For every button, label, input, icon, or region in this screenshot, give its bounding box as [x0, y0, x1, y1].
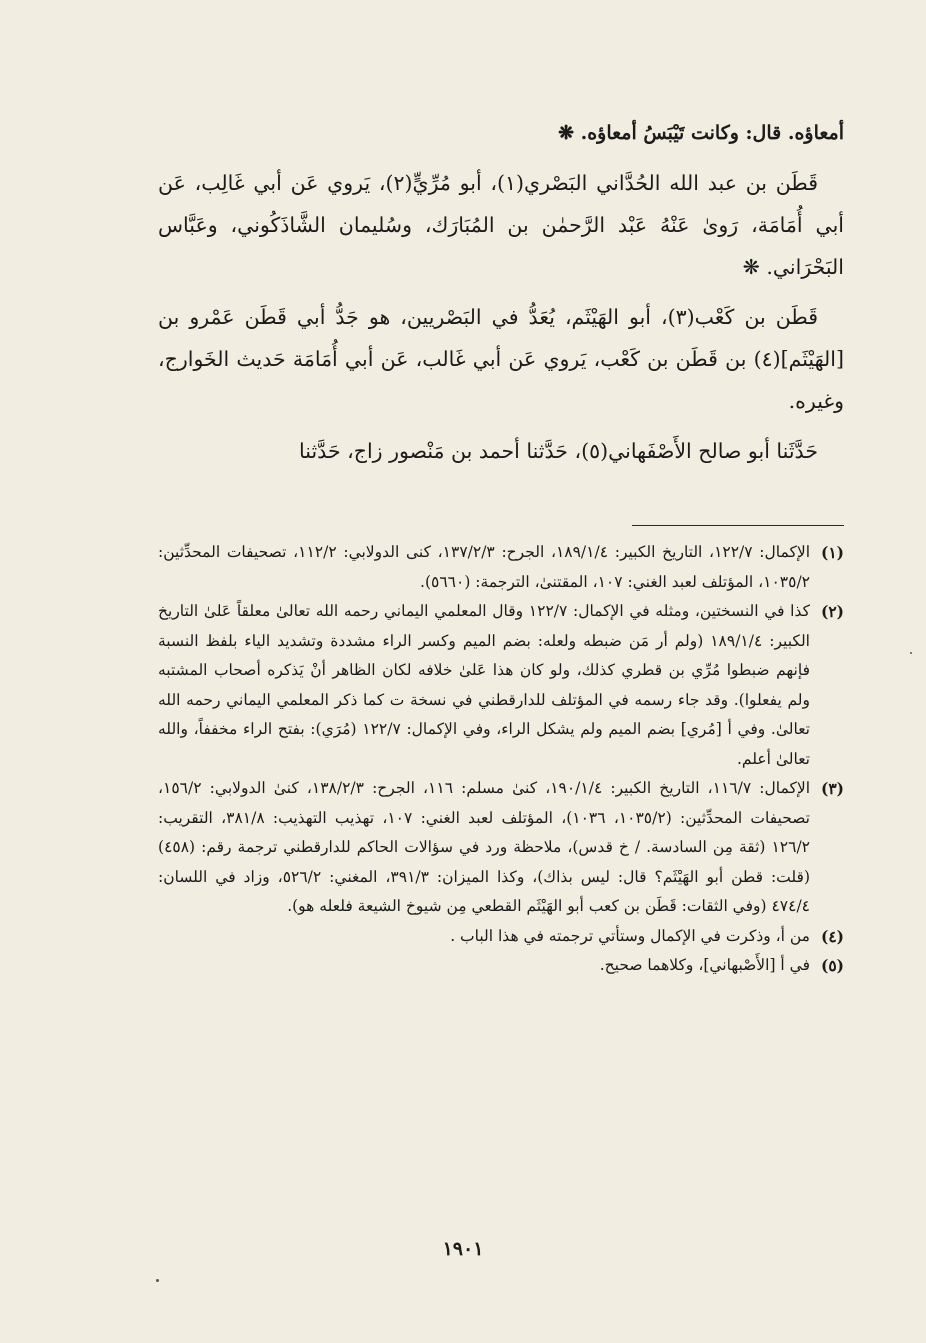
footnote-text: من أ، وذكرت في الإكمال وستأتي ترجمته في هذا الباب .: [450, 926, 810, 945]
scan-speck: [156, 1279, 159, 1282]
footnote-text: كذا في النسختين، ومثله في الإكمال: ١٢٢/٧ وقال المعلمي اليماني رحمه الله تعالىٰ معلقاً عَلىٰ التاريخ الكبير: ١٨٩/١/٤ (ولم أر مَن ضبطه ولعله: بضم الميم وكسر الراء مشددة وتشديد الياء بلفظ النسبة فإنهم ضبطوا مُرِّي بن قطري كذلك، ولو كان هذا عَلىٰ خلافه لكان الظاهر أنْ يَذكره أصحاب المشتبه ولم يفعلوا). وقد جاء رسمه في المؤتلف للدارقطني في نسخة ت كما ذكر المعلمي اليماني رحمه الله تعالىٰ. وفي أ [مُري] بضم الميم ولم يشكل الراء، وفي الإكمال: ١٢٢/٧ (مُرَي): بفتح الراء مخففاً، والله تعالىٰ أعلم.: [158, 602, 810, 768]
footnote-2: [158, 597, 844, 774]
footnote-number: (٣): [820, 779, 844, 798]
footnote-text: الإكمال: ١٢٢/٧، التاريخ الكبير: ١٨٩/١/٤، الجرح: ١٣٧/٢/٣، كنى الدولابي: ١١٢/٢، تصحيفات المحدِّثين: ١٠٣٥/٢، المؤتلف لعبد الغني: ١٠٧، المقتنىٰ، الترجمة: (٥٦٦٠).: [158, 543, 810, 591]
entry-qatan-ibn-kab: قَطَن بن كَعْب(٣)، أبو الهَيْثَم، يُعَدُّ في البَصْريين، هو جَدُّ أبي قَطَن عَمْرو بن [الهَيْثَم](٤) بن قَطَن بن كَعْب، يَروي عَن أبي غَالب، عَن أبي أُمَامَة حَديث الخَوارج، وغيره.: [158, 305, 844, 413]
footnote-text: الإكمال: ١١٦/٧، التاريخ الكبير: ١٩٠/١/٤، كنىٰ مسلم: ١١٦، الجرح: ١٣٨/٢/٣، كنىٰ الدولابي: ١٥٦/٢، تصحيفات المحدِّثين: (١٠٣٥/٢، ١٠٣٦)، المؤتلف لعبد الغني: ١٠٧، تهذيب التهذيب: ٣٨١/٨، التقريب: ١٢٦/٢ (ثقة مِن السادسة. / خ قدس)، ملاحظة ورد في سؤالات الحاكم للدارقطني ترجمة رقم: (٤٥٨) (قلت: قطن أبو الهَيْثَم؟ قال: ليس بذاك)، وكذا الميزان: ٣٩١/٣، المغني: ٥٢٦/٢، وزاد في اللسان: ٤٧٤/٤ (وفي الثقات: قَطَن بن كعب أبو الهَيْثَم القطعي مِن شيوخ الشيعة فلعله هو).: [158, 779, 810, 915]
footnote-5: [158, 951, 844, 981]
scan-speck: [910, 652, 912, 654]
footnote-1: [158, 538, 844, 597]
footnote-text: في أ [الأَصْبهاني]، وكلاهما صحيح.: [599, 956, 810, 974]
page-number: ١٩٠١: [442, 1238, 484, 1260]
entry-qatan-ibn-abdullah: قَطَن بن عبد الله الحُدَّاني البَصْري(١)، أبو مُرِّيٍّ(٢)، يَروي عَن أبي غَالِب، عَن أبي أُمَامَة، رَوىٰ عَنْهُ عَبْد الرَّحمٰن بن المُبَارَك، وسُليمان الشَّاذَكُوني، وعَبَّاس البَحْرَاني. ❋: [158, 171, 844, 279]
continuation-line: أمعاؤه. قال: وكانت تَيْبَسُ أمعاؤه. ❋: [558, 122, 844, 144]
footnote-number: (٢): [820, 602, 844, 621]
footnote-number: (٥): [820, 956, 844, 975]
entry-isnad: حَدَّثَنا أبو صالح الأَصْفَهاني(٥)، حَدَّثنا أحمد بن مَنْصور زاج، حَدَّثنا: [299, 439, 818, 463]
footnote-separator: [632, 525, 844, 526]
main-text: [158, 112, 844, 472]
footnote-3: [158, 774, 844, 922]
footnote-number: (٤): [820, 926, 844, 946]
footnote-4: [158, 922, 844, 952]
footnotes: [158, 538, 844, 981]
footnote-number: (١): [820, 543, 844, 562]
